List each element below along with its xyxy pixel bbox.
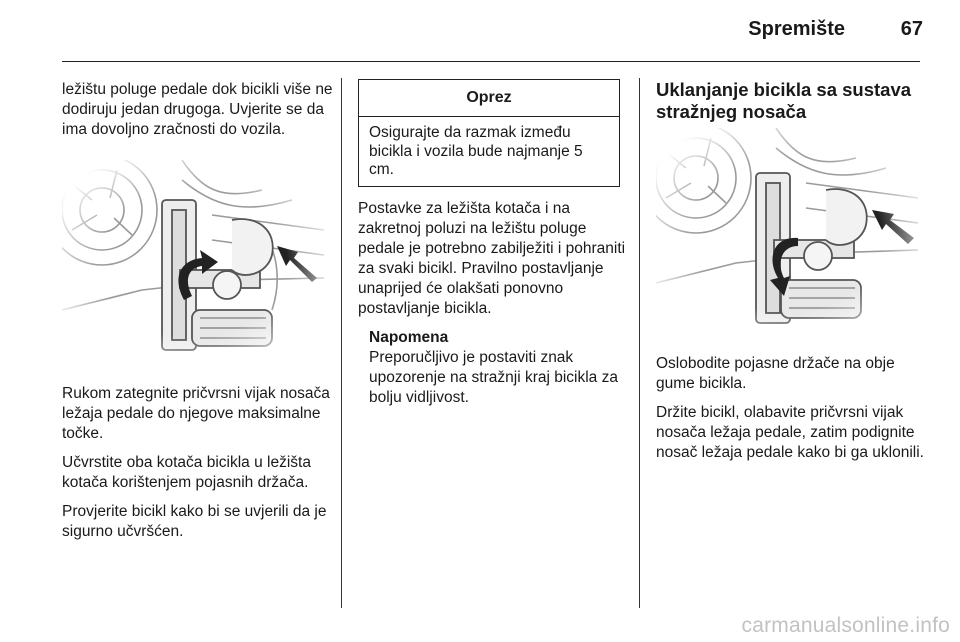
instruction-paragraph: Rukom zategnite pričvrsni vijak nosača ležaja pedale do njegove maksimalne točke. <box>62 385 330 442</box>
left-column <box>62 80 334 149</box>
settings-paragraph: Postavke za ležišta kotača i na zakretnoj poluzi na ležištu poluge pedale je potrebno zabilježiti i pohraniti za svaki bicikl. Pravilno postavljanje unaprijed će olakšati ponovno postavljanje bicikla. <box>358 200 626 317</box>
page-section-title: Spremište <box>748 18 845 40</box>
instruction-paragraph: Provjerite bicikl kako bi se uvjerili da je sigurno učvršćen. <box>62 503 327 540</box>
middle-column <box>358 199 628 408</box>
instruction-paragraph: Držite bicikl, olabavite pričvrsni vijak nosača ležaja pedale, zatim podignite nosač ležaja pedale kako bi ga uklonili. <box>656 404 924 461</box>
column-divider-right <box>639 78 640 608</box>
left-column-lower <box>62 384 334 551</box>
page-number: 67 <box>900 18 923 40</box>
caution-title: Oprez <box>359 80 619 117</box>
watermark: carmanualsonline.info <box>741 614 950 637</box>
pedal-holder-loosen-illustration <box>656 128 918 342</box>
column-divider-left <box>341 78 342 608</box>
header-divider <box>62 61 920 62</box>
note-block <box>369 328 628 408</box>
caution-box <box>358 79 620 187</box>
section-heading: Uklanjanje bicikla sa sustava stražnjeg nosača <box>656 79 912 122</box>
caution-text: Osigurajte da razmak između bicikla i vozila bude najmanje 5 cm. <box>369 124 583 178</box>
note-text: Preporučljivo je postaviti znak upozorenje na stražnji kraj bicikla za bolju vidljivost. <box>369 349 618 406</box>
right-column-lower <box>656 354 926 472</box>
intro-paragraph: ležištu poluge pedale dok bicikli više ne dodiruju jedan drugoga. Uvjerite se da ima dovoljno zračnosti do vozila. <box>62 81 333 138</box>
instruction-paragraph: Učvrstite oba kotača bicikla u ležišta kotača korištenjem pojasnih držača. <box>62 454 311 491</box>
right-column <box>656 79 924 131</box>
pedal-holder-tighten-illustration <box>62 160 324 366</box>
instruction-paragraph: Oslobodite pojasne držače na obje gume bicikla. <box>656 355 895 392</box>
note-title: Napomena <box>369 329 449 346</box>
